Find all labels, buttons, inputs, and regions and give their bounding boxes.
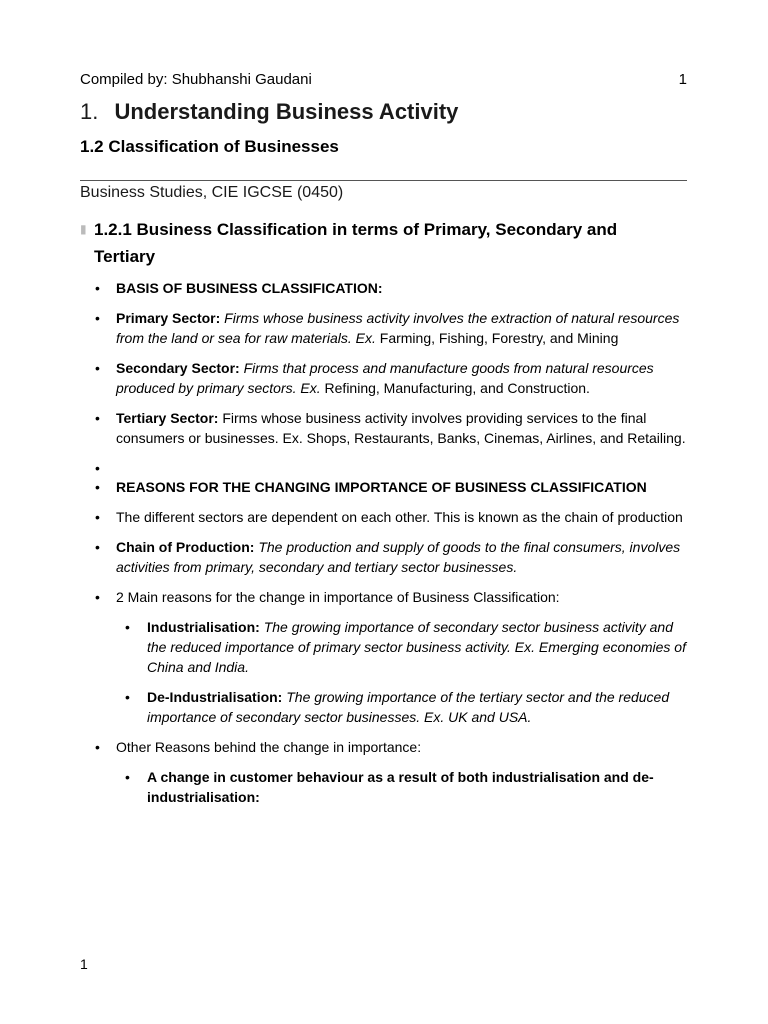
- section-heading-text: 1.2.1 Business Classification in terms of Primary, Secondary and Tertiary: [94, 220, 618, 266]
- section-heading: [80, 216, 680, 270]
- deindustrialisation-definition: The growing importance of the tertiary sector and the reduced importance of secondary sector businesses. Ex. UK and USA.: [147, 689, 670, 725]
- list-item: [95, 477, 695, 497]
- list-item: [125, 767, 695, 807]
- bullet-list: [95, 278, 695, 807]
- list-item: [95, 308, 695, 348]
- sector-dependence-text: The different sectors are dependent on each other. This is known as the chain of production: [116, 509, 683, 525]
- horizontal-divider: [80, 180, 687, 181]
- secondary-sector-label: Secondary Sector:: [116, 360, 240, 376]
- page-header: [80, 70, 687, 90]
- tertiary-sector-label: Tertiary Sector:: [116, 410, 219, 426]
- tertiary-sector-text: Firms whose business activity involves providing services to the final consumers or businesses. Ex. Shops, Restaurants, Banks, Cinemas, Airlines, and Retailing.: [116, 410, 686, 446]
- list-item: [95, 587, 695, 727]
- main-content: [95, 278, 695, 817]
- basis-heading: BASIS OF BUSINESS CLASSIFICATION:: [116, 280, 383, 296]
- list-item: [95, 358, 695, 398]
- list-item: [125, 687, 695, 727]
- nested-bullet-list: [125, 767, 695, 807]
- list-item: [95, 408, 695, 448]
- industrialisation-label: Industrialisation:: [147, 619, 260, 635]
- header-page-number: 1: [678, 71, 687, 88]
- heading-marker-icon: ▮: [80, 222, 87, 236]
- title-text: Understanding Business Activity: [114, 99, 459, 124]
- list-item: [95, 507, 695, 527]
- main-reasons-intro: 2 Main reasons for the change in importance of Business Classification:: [116, 589, 560, 605]
- other-reasons-intro: Other Reasons behind the change in importance:: [116, 739, 422, 755]
- secondary-sector-definition: Firms that process and manufacture goods from natural resources produced by primary sectors. Ex.: [116, 360, 654, 396]
- title-number: 1.: [80, 99, 99, 124]
- list-item: [125, 617, 695, 677]
- chain-of-production-label: Chain of Production:: [116, 539, 255, 555]
- document-title: [80, 97, 458, 127]
- section-subtitle: 1.2 Classification of Businesses: [80, 137, 339, 156]
- compiled-by: Compiled by: Shubhanshi Gaudani: [80, 71, 312, 88]
- chain-of-production-definition: The production and supply of goods to the final consumers, involves activities from primary, secondary and tertiary sector businesses.: [116, 539, 681, 575]
- nested-bullet-list: [125, 617, 695, 727]
- course-name: Business Studies, CIE IGCSE (0450): [80, 184, 344, 201]
- list-item: [95, 537, 695, 577]
- industrialisation-definition: The growing importance of secondary sector business activity and the reduced importance of primary sector business activity. Ex. Emerging economies of China and India.: [147, 619, 686, 675]
- reasons-heading: REASONS FOR THE CHANGING IMPORTANCE OF BUSINESS CLASSIFICATION: [116, 479, 647, 495]
- customer-behaviour-text: A change in customer behaviour as a result of both industrialisation and de-industrialisation:: [147, 769, 654, 805]
- spacer: [95, 458, 695, 477]
- primary-sector-examples: Farming, Fishing, Forestry, and Mining: [379, 330, 619, 346]
- primary-sector-definition: Firms whose business activity involves the extraction of natural resources from the land or sea for raw materials. Ex.: [116, 310, 680, 346]
- deindustrialisation-label: De-Industrialisation:: [147, 689, 283, 705]
- list-item: [95, 737, 695, 807]
- primary-sector-label: Primary Sector:: [116, 310, 221, 326]
- secondary-sector-examples: Refining, Manufacturing, and Construction.: [324, 380, 590, 396]
- list-item: [95, 278, 695, 298]
- footer-page-number: 1: [80, 956, 88, 972]
